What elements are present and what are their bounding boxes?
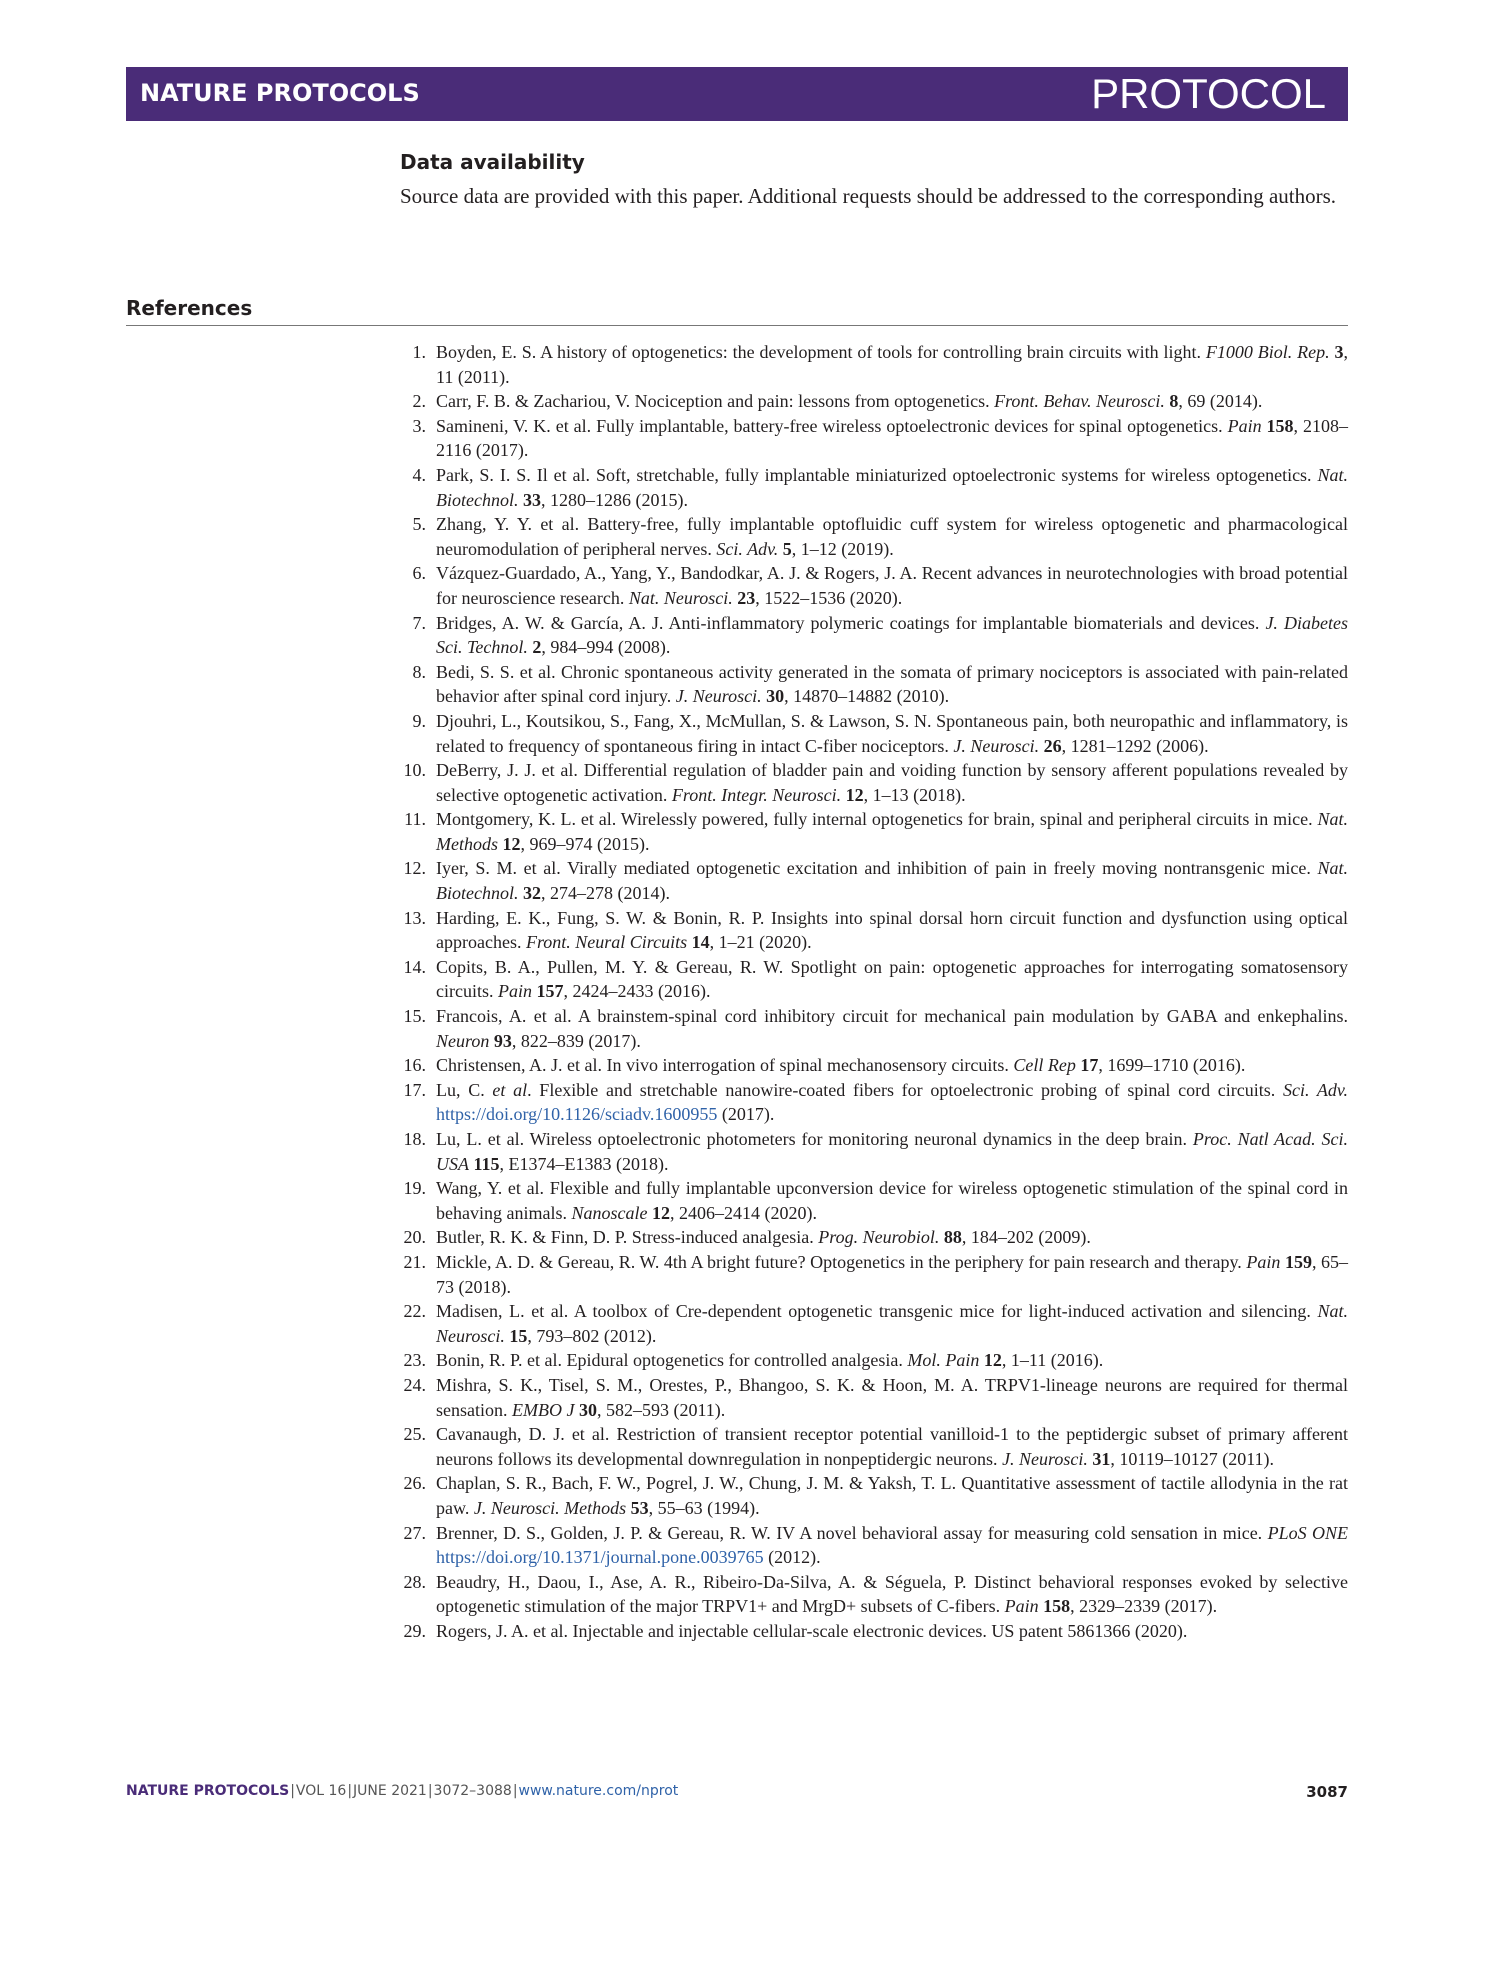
reference-number: 15.: [403, 1006, 426, 1027]
reference-text: Pain: [1246, 1251, 1281, 1272]
reference-text: Iyer, S. M. et al. Virally mediated optogenetic excitation and inhibition of pain in freely moving nontransgenic mice.: [436, 858, 1318, 879]
reference-text: 158: [1043, 1596, 1071, 1617]
reference-text: , 1281–1292 (2006).: [1061, 735, 1209, 756]
references-heading: References: [126, 296, 253, 320]
reference-item: [400, 1422, 1348, 1471]
reference-text: DeBerry, J. J. et al. Differential regulation of bladder pain and voiding function by sensory afferent populations revealed by selective optogenetic activation.: [436, 760, 1348, 805]
reference-number: 17.: [403, 1079, 426, 1100]
reference-item: [400, 709, 1348, 758]
reference-item: [400, 1373, 1348, 1422]
reference-text: Beaudry, H., Daou, I., Ase, A. R., Ribeiro-Da-Silva, A. & Séguela, P. Distinct behavioral responses evoked by selective optogenetic stimulation of the major TRPV1+ and MrgD+ subsets of C-fibers.: [436, 1571, 1348, 1617]
reference-text: Mol. Pain: [907, 1350, 980, 1371]
reference-text: , 14870–14882 (2010).: [784, 686, 950, 707]
reference-text: Mishra, S. K., Tisel, S. M., Orestes, P., Bhangoo, S. K. & Hoon, M. A. TRPV1-lineage neurons are required for thermal sensation.: [436, 1374, 1348, 1420]
reference-number: 26.: [403, 1473, 426, 1494]
reference-number: 4.: [412, 464, 426, 485]
reference-text: 17: [1080, 1055, 1099, 1076]
doi-link[interactable]: https://doi.org/10.1126/sciadv.1600955: [436, 1104, 718, 1125]
reference-text: , 984–994 (2008).: [541, 637, 671, 658]
reference-text: Cavanaugh, D. J. et al. Restriction of transient receptor potential vanilloid-1 to the peptidergic subset of primary afferent neurons follows its developmental downregulation in nonpeptidergic neurons.: [436, 1424, 1348, 1469]
reference-text: 23: [737, 587, 756, 608]
reference-text: Nat. Neurosci.: [628, 587, 733, 608]
reference-text: Mickle, A. D. & Gereau, R. W. 4th A bright future? Optogenetics in the periphery for pain research and therapy.: [436, 1251, 1247, 1272]
reference-text: Bridges, A. W. & García, A. J. Anti-inflammatory polymeric coatings for implantable biomaterials and devices.: [436, 612, 1266, 633]
reference-item: [400, 1176, 1348, 1225]
reference-text: 12: [651, 1202, 670, 1223]
reference-text: Harding, E. K., Fung, S. W. & Bonin, R. P. Insights into spinal dorsal horn circuit function and dysfunction using optical approaches.: [436, 907, 1348, 953]
reference-text: Zhang, Y. Y. et al. Battery-free, fully implantable optofluidic cuff system for wireless optogenetic and pharmacological neuromodulation of peripheral nerves.: [436, 514, 1348, 559]
reference-text: Front. Integr. Neurosci.: [671, 784, 842, 805]
reference-item: [400, 1619, 1348, 1644]
reference-number: 20.: [403, 1227, 426, 1248]
reference-text: Neuron: [436, 1030, 490, 1051]
reference-item: [400, 1471, 1348, 1520]
reference-text: Proc. Natl Acad. Sci. USA: [436, 1129, 1348, 1174]
reference-text: Pain: [1004, 1596, 1039, 1617]
reference-text: Copits, B. A., Pullen, M. Y. & Gereau, R. W. Spotlight on pain: optogenetic approaches for interrogating somatosensory circuits.: [436, 956, 1348, 1002]
reference-text: , 1–11 (2016).: [1001, 1350, 1104, 1371]
reference-text: , E1374–E1383 (2018).: [499, 1153, 669, 1174]
reference-item: [400, 1299, 1348, 1348]
reference-text: Nat. Methods: [436, 809, 1348, 854]
reference-text: 93: [493, 1030, 512, 1051]
reference-text: , 793–802 (2012).: [527, 1325, 657, 1346]
reference-text: 33: [522, 489, 541, 510]
reference-text: , 822–839 (2017).: [511, 1030, 641, 1051]
reference-text: (2012).: [763, 1547, 821, 1568]
reference-text: J. Neurosci.: [953, 735, 1040, 756]
reference-text: 5: [782, 538, 792, 559]
reference-number: 3.: [412, 415, 426, 436]
reference-item: [400, 955, 1348, 1004]
reference-text: Francois, A. et al. A brainstem-spinal cord inhibitory circuit for mechanical pain modulation by GABA and enkephalins.: [436, 1006, 1348, 1027]
reference-text: , 274–278 (2014).: [540, 883, 670, 904]
reference-text: J. Neurosci.: [1002, 1448, 1088, 1469]
reference-text: , 69 (2014).: [1178, 391, 1263, 412]
footer-date: JUNE 2021: [353, 1783, 427, 1799]
page-number: 3087: [1306, 1783, 1348, 1801]
reference-list: [400, 340, 1348, 1643]
reference-text: , 10119–10127 (2011).: [1110, 1448, 1275, 1469]
reference-number: 8.: [412, 661, 426, 682]
footer-pages: 3072–3088: [433, 1783, 512, 1799]
reference-text: , 2108–2116 (2017).: [436, 415, 1349, 461]
reference-text: Pain: [1227, 415, 1262, 436]
reference-text: Prog. Neurobiol.: [818, 1227, 940, 1248]
reference-text: 8: [1169, 391, 1179, 412]
reference-text: , 1–21 (2020).: [709, 932, 812, 953]
journal-name: NATURE PROTOCOLS: [140, 79, 420, 107]
reference-item: [400, 340, 1348, 389]
reference-text: Cell Rep: [1013, 1055, 1076, 1076]
footer-journal: NATURE PROTOCOLS: [126, 1783, 290, 1799]
reference-text: 2: [532, 637, 542, 658]
reference-text: 12: [845, 784, 864, 805]
reference-text: J. Neurosci. Methods: [473, 1497, 627, 1518]
reference-item: [400, 856, 1348, 905]
reference-item: [400, 512, 1348, 561]
reference-number: 22.: [403, 1301, 426, 1322]
reference-item: [400, 1250, 1348, 1299]
references-divider: [126, 325, 1348, 326]
reference-item: [400, 414, 1348, 463]
reference-number: 11.: [404, 809, 426, 830]
reference-text: , 1699–1710 (2016).: [1098, 1055, 1246, 1076]
reference-item: [400, 660, 1348, 709]
reference-text: J. Neurosci.: [675, 686, 762, 707]
reference-number: 14.: [403, 956, 426, 977]
reference-text: , 582–593 (2011).: [596, 1399, 726, 1420]
reference-text: , 184–202 (2009).: [961, 1227, 1091, 1248]
reference-item: [400, 561, 1348, 610]
reference-text: 3: [1334, 342, 1344, 362]
reference-text: 12: [502, 833, 521, 854]
reference-text: Front. Behav. Neurosci.: [994, 391, 1165, 412]
reference-number: 2.: [412, 391, 426, 412]
reference-text: 115: [473, 1153, 500, 1174]
reference-text: Boyden, E. S. A history of optogenetics: the development of tools for controlling brain circuits with light.: [436, 342, 1206, 362]
reference-item: [400, 1521, 1348, 1570]
reference-item: [400, 1348, 1348, 1373]
reference-text: 159: [1284, 1251, 1312, 1272]
reference-text: 158: [1266, 415, 1294, 436]
data-availability-heading: Data availability: [400, 150, 585, 174]
reference-item: [400, 1570, 1348, 1619]
reference-text: , 2329–2339 (2017).: [1070, 1596, 1218, 1617]
reference-text: Chaplan, S. R., Bach, F. W., Pogrel, J. W., Chung, J. M. & Yaksh, T. L. Quantitative assessment of tactile allodynia in the rat paw.: [436, 1473, 1348, 1518]
reference-text: Nat. Biotechnol.: [436, 858, 1348, 904]
data-availability-text: Source data are provided with this paper. Additional requests should be addressed to the corresponding authors.: [400, 184, 1337, 208]
reference-item: [400, 1225, 1348, 1250]
reference-text: PLoS ONE: [1267, 1522, 1348, 1543]
reference-text: Christensen, A. J. et al. In vivo interrogation of spinal mechanosensory circuits.: [436, 1055, 1014, 1076]
reference-text: , 11 (2011).: [436, 342, 1349, 387]
reference-item: [400, 1127, 1348, 1176]
reference-text: Lu, C.: [436, 1079, 493, 1100]
reference-number: 18.: [403, 1129, 426, 1149]
reference-text: et al: [492, 1079, 528, 1100]
reference-text: Montgomery, K. L. et al. Wirelessly powered, fully internal optogenetics for brain, spinal and peripheral circuits in mice.: [436, 809, 1318, 830]
reference-text: 30: [766, 686, 785, 707]
reference-item: [400, 389, 1348, 414]
reference-text: 26: [1043, 735, 1062, 756]
reference-text: 15: [509, 1325, 528, 1346]
reference-text: J. Diabetes Sci. Technol.: [436, 612, 1348, 658]
reference-text: Bonin, R. P. et al. Epidural optogenetics for controlled analgesia.: [436, 1350, 908, 1371]
reference-item: [400, 1078, 1348, 1127]
reference-text: Front. Neural Circuits: [525, 932, 688, 953]
reference-number: 13.: [403, 907, 426, 928]
reference-item: [400, 1053, 1348, 1078]
reference-item: [400, 463, 1348, 512]
reference-number: 23.: [403, 1350, 426, 1371]
footer-separator: |: [427, 1783, 433, 1799]
reference-text: , 969–974 (2015).: [520, 833, 650, 854]
reference-text: 157: [536, 981, 564, 1002]
reference-text: 53: [630, 1497, 649, 1518]
reference-text: 88: [943, 1227, 962, 1248]
reference-text: Park, S. I. S. Il et al. Soft, stretchable, fully implantable miniaturized optoelectronic systems for wireless optogenetics.: [436, 464, 1318, 485]
reference-text: Nat. Biotechnol.: [436, 464, 1348, 510]
reference-text: Rogers, J. A. et al. Injectable and injectable cellular-scale electronic devices. US patent 5861366 (2020).: [436, 1620, 1188, 1641]
reference-number: 27.: [403, 1522, 426, 1543]
page-footer: [126, 1783, 1348, 1799]
reference-text: , 1–12 (2019).: [791, 538, 894, 559]
reference-number: 19.: [403, 1178, 426, 1199]
reference-text: , 1280–1286 (2015).: [540, 489, 688, 510]
reference-number: 28.: [403, 1571, 426, 1592]
reference-text: Carr, F. B. & Zachariou, V. Nociception and pain: lessons from optogenetics.: [436, 391, 995, 412]
reference-number: 16.: [403, 1055, 426, 1076]
reference-item: [400, 807, 1348, 856]
reference-text: Nanoscale: [571, 1202, 648, 1223]
footer-volume: VOL 16: [295, 1783, 347, 1799]
reference-number: 7.: [412, 612, 426, 633]
journal-header-bar: [126, 67, 1348, 121]
reference-text: Wang, Y. et al. Flexible and fully implantable upconversion device for wireless optogenetic stimulation of the spinal cord in behaving animals.: [436, 1178, 1348, 1223]
reference-text: 14: [691, 932, 710, 953]
footer-url-link[interactable]: www.nature.com/nprot: [518, 1783, 679, 1799]
reference-text: EMBO J: [512, 1399, 575, 1420]
reference-number: 29.: [403, 1620, 426, 1641]
reference-text: , 55–63 (1994).: [648, 1497, 760, 1518]
reference-number: 9.: [412, 710, 426, 731]
article-type: PROTOCOL: [1091, 70, 1326, 117]
reference-number: 12.: [403, 858, 426, 879]
reference-text: Samineni, V. K. et al. Fully implantable, battery-free wireless optoelectronic devices for spinal optogenetics.: [436, 415, 1228, 436]
reference-text: , 1–13 (2018).: [863, 784, 966, 805]
reference-text: Madisen, L. et al. A toolbox of Cre-dependent optogenetic transgenic mice for light-induced activation and silencing.: [436, 1301, 1318, 1322]
reference-text: , 2406–2414 (2020).: [669, 1202, 817, 1223]
reference-item: [400, 906, 1348, 955]
reference-text: Sci. Adv.: [716, 538, 779, 559]
reference-text: 12: [983, 1350, 1002, 1371]
reference-text: 32: [522, 883, 541, 904]
reference-text: F1000 Biol. Rep.: [1205, 342, 1330, 362]
reference-text: , 2424–2433 (2016).: [563, 981, 711, 1002]
reference-text: 30: [578, 1399, 597, 1420]
reference-item: [400, 758, 1348, 807]
reference-item: [400, 1004, 1348, 1053]
reference-text: , 65–73 (2018).: [436, 1251, 1349, 1297]
reference-number: 1.: [412, 342, 426, 362]
reference-text: Bedi, S. S. et al. Chronic spontaneous activity generated in the somata of primary nociceptors is associated with pain-related behavior after spinal cord injury.: [436, 661, 1348, 707]
reference-number: 24.: [403, 1374, 426, 1395]
reference-text: Brenner, D. S., Golden, J. P. & Gereau, R. W. IV A novel behavioral assay for measuring cold sensation in mice.: [436, 1522, 1268, 1543]
reference-number: 5.: [412, 514, 426, 535]
reference-text: Vázquez-Guardado, A., Yang, Y., Bandodkar, A. J. & Rogers, J. A. Recent advances in neurotechnologies with broad potential for neuroscience research.: [436, 563, 1348, 608]
footer-separator: |: [347, 1783, 353, 1799]
reference-number: 10.: [403, 760, 426, 781]
reference-text: Djouhri, L., Koutsikou, S., Fang, X., McMullan, S. & Lawson, S. N. Spontaneous pain, both neuropathic and inflammatory, is related to frequency of spontaneous firing in intact C-fiber nociceptors.: [436, 710, 1348, 756]
reference-text: Butler, R. K. & Finn, D. P. Stress-induced analgesia.: [436, 1227, 819, 1248]
reference-text: Sci. Adv.: [1282, 1079, 1348, 1100]
reference-number: 21.: [403, 1251, 426, 1272]
reference-text: Nat. Neurosci.: [436, 1301, 1348, 1346]
footer-separator: |: [512, 1783, 518, 1799]
footer-separator: |: [290, 1783, 295, 1799]
doi-link[interactable]: https://doi.org/10.1371/journal.pone.0039765: [436, 1547, 764, 1568]
reference-text: . Flexible and stretchable nanowire-coated fibers for optoelectronic probing of spinal cord circuits.: [527, 1079, 1283, 1100]
reference-text: Lu, L. et al. Wireless optoelectronic photometers for monitoring neuronal dynamics in the deep brain.: [436, 1129, 1193, 1149]
reference-text: Pain: [497, 981, 532, 1002]
reference-item: [400, 611, 1348, 660]
reference-text: (2017).: [717, 1104, 775, 1125]
reference-number: 6.: [412, 563, 426, 584]
reference-text: , 1522–1536 (2020).: [755, 587, 903, 608]
reference-number: 25.: [403, 1424, 426, 1445]
reference-text: 31: [1092, 1448, 1111, 1469]
